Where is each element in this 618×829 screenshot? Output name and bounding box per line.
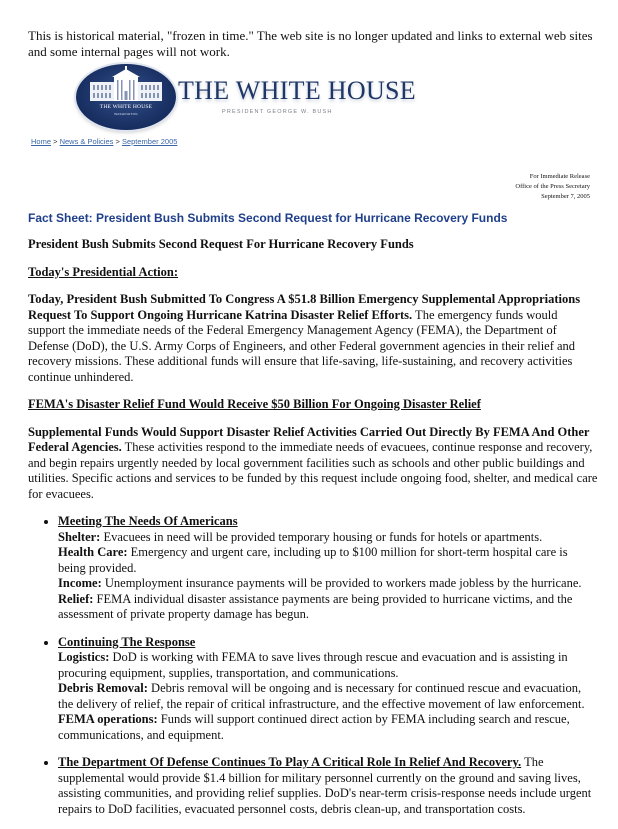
breadcrumb-month-link[interactable]: September 2005	[121, 137, 178, 146]
paragraph-lead: Today, President Bush Submitted To Congress A $51.8 Billion Emergency Supplemental Appropriations Request To Support Ongoing Hurricane Katrina Disaster Relief Efforts.	[28, 292, 581, 322]
section-heading: FEMA's Disaster Relief Fund Would Receive $50 Billion For Ongoing Disaster Relief	[28, 397, 481, 411]
paragraph	[28, 425, 598, 503]
list-item-heading: The Department Of Defense Continues To Play A Critical Role In Relief And Recovery.	[58, 755, 522, 769]
page-title: Fact Sheet: President Bush Submits Second Request for Hurricane Recovery Funds	[28, 211, 508, 225]
site-wordmark: THE WHITE HOUSE	[178, 76, 416, 105]
seal-label: THE WHITE HOUSE	[99, 104, 153, 110]
article-body	[28, 237, 598, 829]
white-house-building-icon	[76, 64, 176, 130]
paragraph-text: These activities respond to the immediate needs of evacuees, continue response and recovery, and begin repairs urgently needed by local government facilities such as schools and other public buildings and utilities. Specific actions and services to be funded by this request include ongoing food, shelter, and medical care for evacuees.	[28, 440, 598, 501]
breadcrumb-home-link[interactable]: Home	[31, 137, 52, 146]
article-subtitle: President Bush Submits Second Request For Hurricane Recovery Funds	[28, 237, 414, 251]
breadcrumb-news-policies-link[interactable]: News & Policies	[59, 137, 114, 146]
masthead[interactable]	[74, 62, 416, 132]
release-office: Office of the Press Secretary	[515, 183, 590, 190]
bullet-list	[28, 514, 598, 817]
list-item-heading: Continuing The Response	[58, 634, 196, 649]
release-date: September 7, 2005	[541, 193, 590, 200]
list-item: • The Department Of Defense Continues To Play A Critical Role In Relief And Recovery. The supplemental would provide $1.4 billion for military personnel currently on the ground and saving lives, assisting communities, and providing relief supplies. DoD's near-term crisis-response needs include urgent repairs to DoD facilities, evacuated personnel costs, debris clean-up, and transportation costs.	[58, 755, 598, 817]
breadcrumb	[31, 137, 177, 146]
breadcrumb-separator: >	[115, 137, 120, 146]
section-heading: Today's Presidential Action:	[28, 264, 179, 279]
release-type: For Immediate Release	[529, 173, 590, 180]
paragraph	[28, 292, 598, 385]
breadcrumb-separator: >	[53, 137, 58, 146]
seal-sublabel: WASHINGTON	[114, 112, 138, 116]
paragraph-text: The emergency funds would support the immediate needs of the Federal Emergency Management Agency (FEMA), the Department of Defense (DoD), the U.S. Army Corps of Engineers, and other Federal government agencies in their relief and recovery missions. These additional funds will ensure that life-saving, life-sustaining, and recovery activities continue unhindered.	[28, 307, 576, 384]
paragraph-lead: Supplemental Funds Would Support Disaster Relief Activities Carried Out Directly By FEMA And Other Federal Agencies.	[28, 424, 590, 454]
white-house-seal-icon	[76, 64, 176, 130]
list-item-heading: Meeting The Needs Of Americans	[58, 514, 238, 528]
release-info	[515, 172, 590, 202]
list-item: • Continuing The Response Logistics: DoD is working with FEMA to save lives through rescue and evacuation and is assisting in procuring equipment, supplies, transportation, and communications. Debris Removal: Debris removal will be ongoing and is necessary for continued rescue and evacuation, the delivery of relief, the repair of critical infrastructure, and the effective movement of law enforcement. FEMA operations: Funds will support continued direct action by FEMA including search and rescue, communications, and equipment.	[58, 635, 598, 744]
historical-notice: This is historical material, "frozen in time." The web site is no longer updated and links to external web sites and some internal pages will not work.	[28, 28, 593, 59]
site-tagline: PRESIDENT GEORGE W. BUSH	[222, 109, 333, 115]
list-item: • Meeting The Needs Of Americans Shelter: Evacuees in need will be provided temporary housing or funds for hotels or apartments. Health Care: Emergency and urgent care, including up to $100 million for short-term hospital care is being provided. Income: Unemployment insurance payments will be provided to workers made jobless by the hurricane. Relief: FEMA individual disaster assistance payments are being provided to hurricane victims, and the assessment of private property damage has begun.	[58, 514, 598, 623]
